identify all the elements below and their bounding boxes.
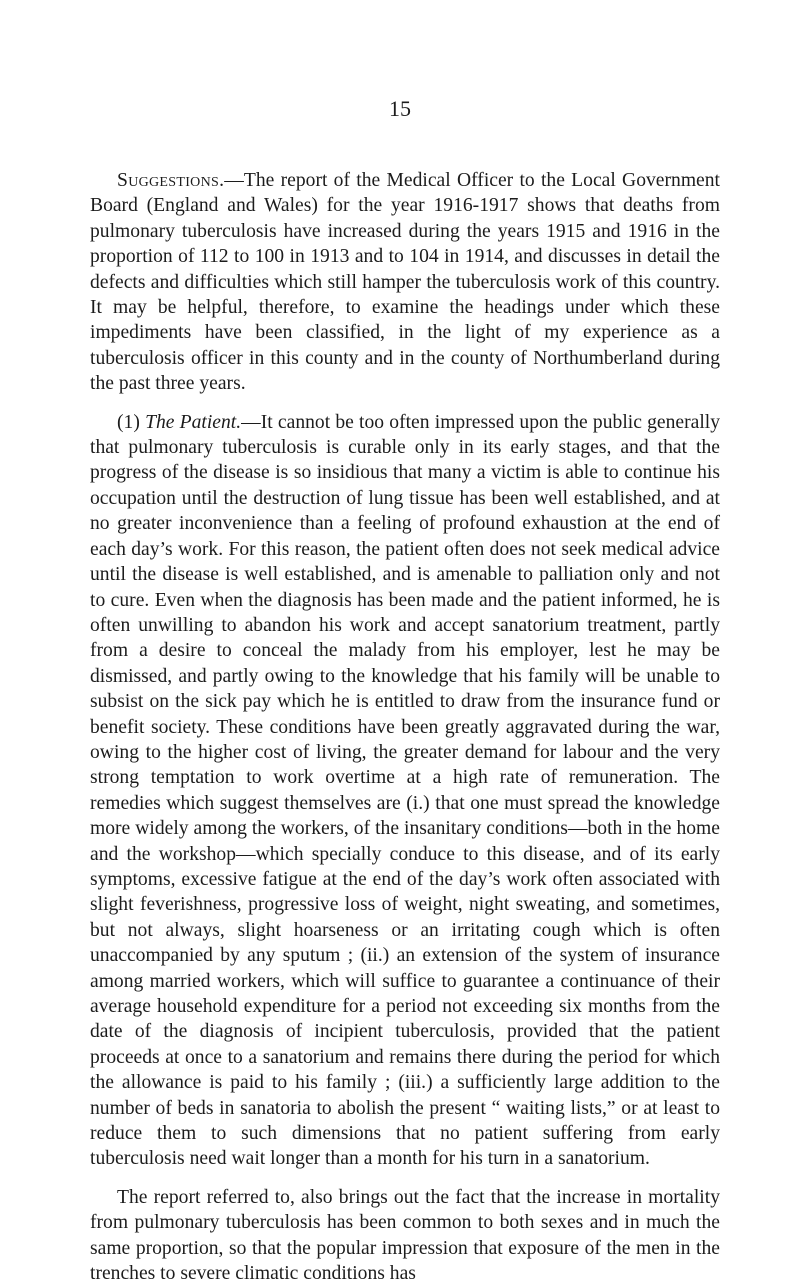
suggestions-heading: Suggestions. <box>117 170 225 191</box>
page-number: 15 <box>389 96 411 121</box>
patient-heading: The Patient. <box>145 411 242 433</box>
patient-number: (1) <box>117 411 140 433</box>
suggestions-paragraph <box>90 168 720 397</box>
suggestions-body: —The report of the Medical Officer to the Local Government Board (England and Wales) for the year 1916-1917 shows that deaths from pulmonary tuberculosis have increased during the years 1915 and 1916 in the proportion of 112 to 100 in 1913 and to 104 in 1914, and discusses in detail the defects and difficulties which still hamper the tuberculosis work of this country. It may be helpful, therefore, to examine the headings under which these impediments have been classified, in the light of my experience as a tuberculosis officer in this county and in the county of Northumberland during the past three years. <box>90 170 720 395</box>
patient-paragraph <box>90 410 720 1172</box>
report-paragraph <box>90 1185 720 1286</box>
patient-body: —It cannot be too often impressed upon the public generally that pulmonary tuberculosis is curable only in its early stages, and that the progress of the disease is so insidious that many a victim is able to continue his occupation until the destruction of lung tissue has been well established, and at no greater inconvenience than a feeling of profound exhaustion at the end of each day’s work. For this reason, the patient often does not seek medical advice until the disease is well established, and is amenable to palliation only and not to cure. Even when the diagnosis has been made and the patient informed, he is often unwilling to abandon his work and accept sanatorium treatment, partly from a desire to conceal the malady from his employer, lest he may be dismissed, and partly owing to the knowledge that his family will be unable to subsist on the sick pay which he is entitled to draw from the insurance fund or benefit society. These conditions have been greatly aggravated during the war, owing to the higher cost of living, the greater demand for labour and the very strong temptation to work overtime at a high rate of remuneration. The remedies which suggest themselves are (i.) that one must spread the knowledge more widely among the workers, of the insanitary conditions—both in the home and the workshop—which specially conduce to this disease, and of its early symptoms, excessive fatigue at the end of the day’s work often associated with slight feverishness, progressive loss of weight, night sweating, and sometimes, but not always, slight hoarseness or an irritating cough which is often unaccompanied by any sputum ; (ii.) an extension of the system of insurance among married workers, which will suffice to guarantee a continuance of their average household expenditure for a period not exceeding six months from the date of the diagnosis of incipient tuberculosis, provided that the patient proceeds at once to a sanatorium and remains there during the period for which the allowance is paid to his family ; (iii.) a sufficiently large addition to the number of beds in sanatoria to abolish the present “ waiting lists,” or at least to reduce them to such dimensions that no patient suffering from early tuberculosis need wait longer than a month for his turn in a sanatorium. <box>90 411 720 1170</box>
body-text <box>90 168 720 1286</box>
report-body: The report referred to, also brings out the fact that the increase in mortality from pulmonary tuberculosis has been common to both sexes and in much the same proportion, so that the popular impression that exposure of the men in the trenches to severe climatic conditions has <box>90 1186 720 1285</box>
